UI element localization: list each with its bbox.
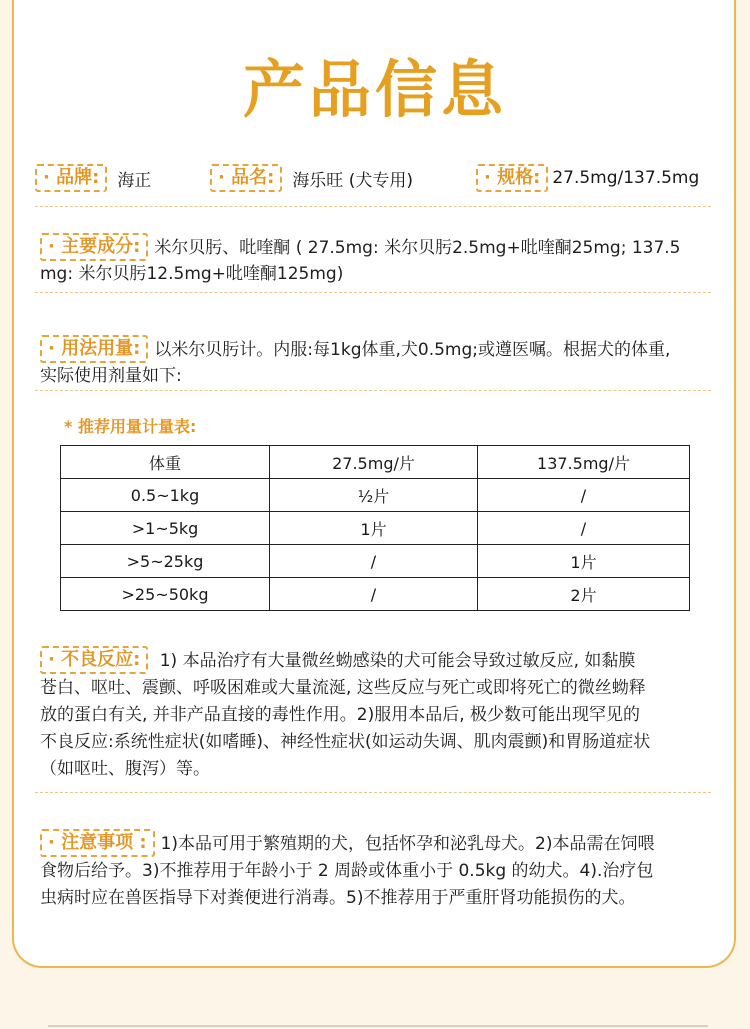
- name-label: · 品名:: [210, 164, 282, 192]
- spec-label: · 规格:: [476, 164, 548, 192]
- table-header-cell: 体重: [61, 446, 270, 479]
- table-row: [61, 479, 690, 512]
- brand-label: · 品牌:: [35, 164, 107, 192]
- page-title: 产品信息: [242, 53, 507, 126]
- divider: [35, 792, 711, 793]
- basic-info-row: [35, 164, 725, 194]
- brand-field: [35, 164, 151, 192]
- table-row: [61, 545, 690, 578]
- adverse-line: 放的蛋白有关, 并非产品直接的毒性作用。2)服用本品后, 极少数可能出现罕见的: [40, 705, 641, 725]
- table-cell: /: [270, 578, 478, 611]
- adverse-line: 不良反应:系统性症状(如嗜睡)、神经性症状(如运动失调、肌肉震颤)和胃肠道症状: [40, 732, 651, 752]
- dose-table-caption: * 推荐用量计量表:: [64, 417, 197, 436]
- table-cell: >25~50kg: [61, 578, 270, 611]
- notes-line: 食物后给予。3)不推荐用于年龄小于 2 周龄或体重小于 0.5kg 的幼犬。4).治疗包: [40, 861, 654, 881]
- divider: [35, 390, 711, 391]
- ingredients-line: 米尔贝肟、吡喹酮 ( 27.5mg: 米尔贝肟2.5mg+吡喹酮25mg; 137.5: [154, 238, 681, 258]
- table-cell: /: [270, 545, 478, 578]
- spec-value: 27.5mg/137.5mg: [552, 168, 700, 188]
- spec-field: [476, 164, 699, 192]
- table-header-cell: 137.5mg/片: [478, 446, 690, 479]
- notes-line: 虫病时应在兽医指导下对粪便进行消毒。5)不推荐用于严重肝肾功能损伤的犬。: [40, 888, 636, 908]
- usage-section: [40, 335, 716, 389]
- adverse-line: 苍白、呕吐、震颤、呼吸困难或大量流涎, 这些反应与死亡或即将死亡的微丝蚴释: [40, 678, 646, 698]
- adverse-line: （如呕吐、腹泻）等。: [40, 759, 210, 779]
- table-header-row: [61, 446, 690, 479]
- dose-table: [60, 445, 690, 611]
- divider: [35, 292, 711, 293]
- table-row: [61, 512, 690, 545]
- ingredients-section: [40, 233, 716, 287]
- table-cell: 1片: [478, 545, 690, 578]
- table-cell: 1片: [270, 512, 478, 545]
- notes-line: 1)本品可用于繁殖期的犬，包括怀孕和泌乳母犬。2)本品需在饲喂: [160, 834, 655, 854]
- table-cell: /: [478, 512, 690, 545]
- table-cell: ½片: [270, 479, 478, 512]
- name-field: [210, 164, 413, 192]
- table-row: [61, 578, 690, 611]
- divider: [48, 1025, 708, 1027]
- ingredients-line: mg: 米尔贝肟12.5mg+吡喹酮125mg): [40, 264, 344, 284]
- table-cell: 2片: [478, 578, 690, 611]
- divider: [35, 206, 711, 207]
- notes-section: [40, 829, 716, 912]
- adverse-line: 1) 本品治疗有大量微丝蚴感染的犬可能会导致过敏反应, 如黏膜: [154, 651, 636, 671]
- table-cell: >5~25kg: [61, 545, 270, 578]
- name-value: 海乐旺 (犬专用): [292, 170, 413, 191]
- usage-line: 实际使用剂量如下:: [40, 366, 182, 386]
- adverse-label: · 不良反应:: [40, 646, 148, 674]
- table-cell: >1~5kg: [61, 512, 270, 545]
- adverse-section: [40, 646, 716, 783]
- table-header-cell: 27.5mg/片: [270, 446, 478, 479]
- usage-label: · 用法用量:: [40, 335, 148, 363]
- table-cell: 0.5~1kg: [61, 479, 270, 512]
- ingredients-label: · 主要成分:: [40, 233, 148, 261]
- table-cell: /: [478, 479, 690, 512]
- notes-label: · 注意事项 :: [40, 829, 155, 857]
- usage-line: 以米尔贝肟计。内服:每1kg体重,犬0.5mg;或遵医嘱。根据犬的体重,: [154, 340, 671, 360]
- brand-value: 海正: [117, 170, 152, 191]
